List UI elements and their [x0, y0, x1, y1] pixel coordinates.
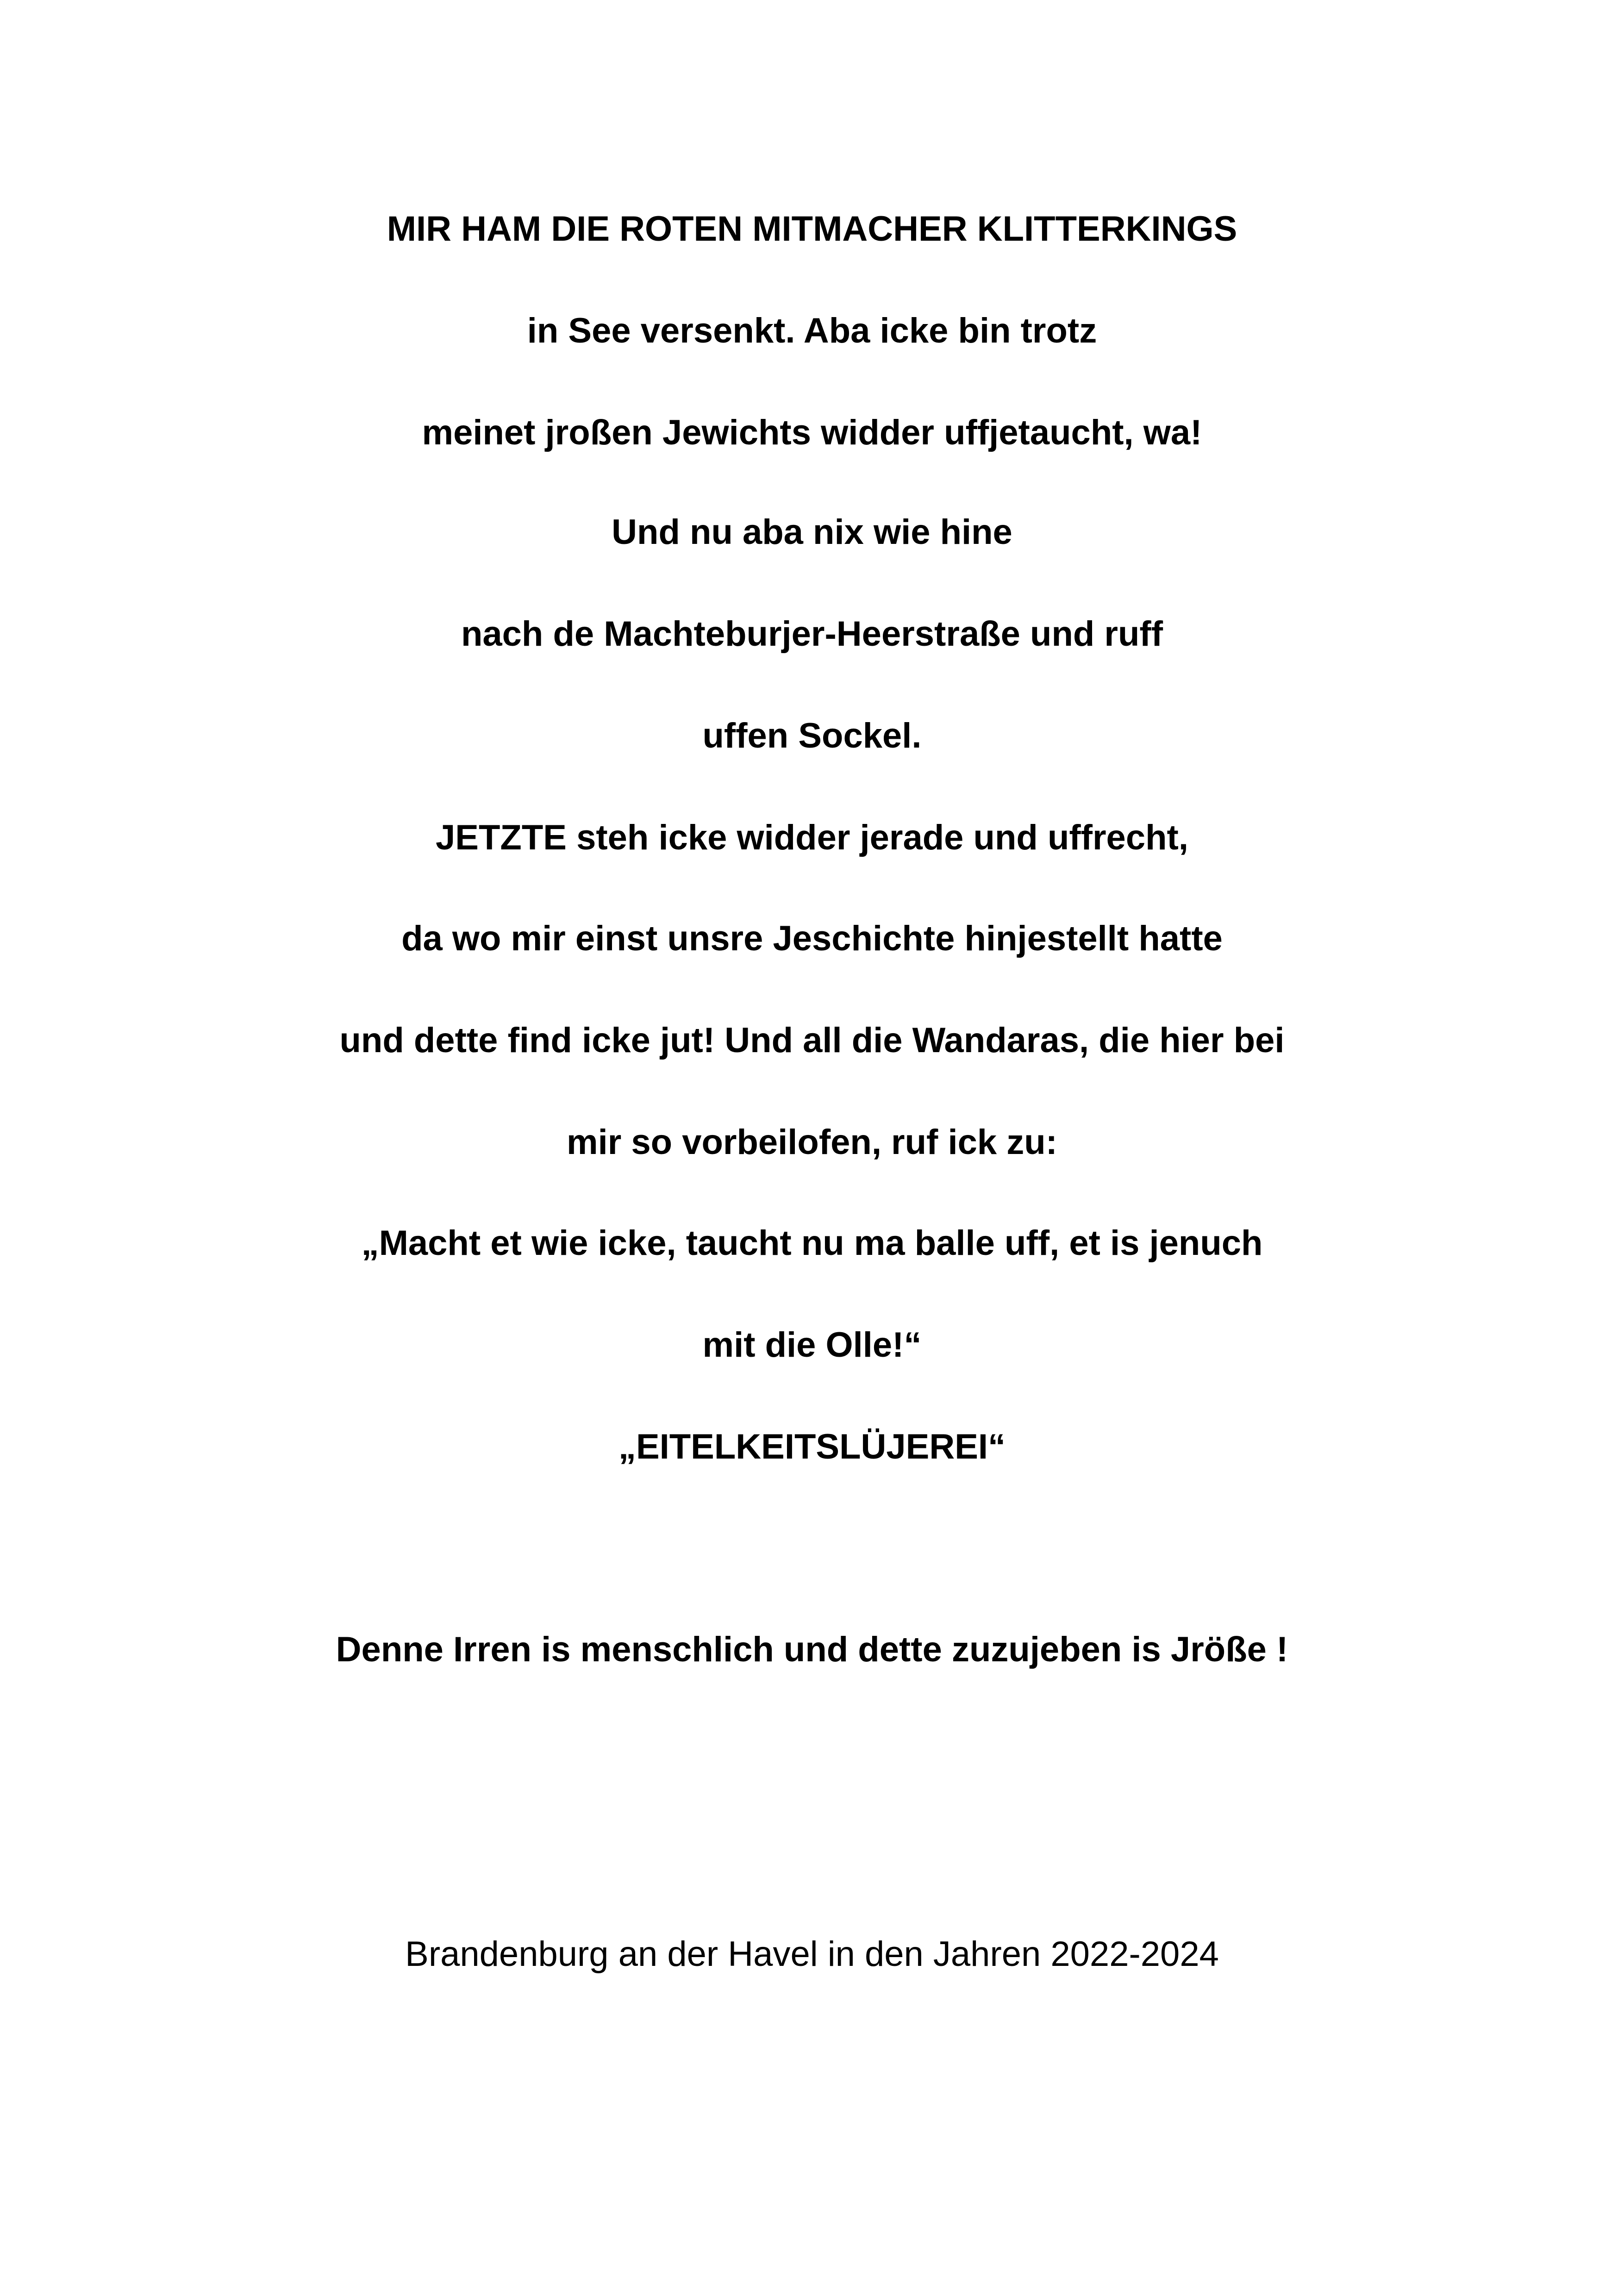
motto-line: Denne Irren is menschlich und dette zuzujeben is Jröße ! — [336, 1630, 1288, 1669]
quote-line: mit die Olle!“ — [702, 1325, 922, 1365]
footer-line: Brandenburg an der Havel in den Jahren 2022-2024 — [405, 1934, 1219, 1974]
text-line: Und nu aba nix wie hine — [612, 512, 1012, 552]
text-line: und dette find icke jut! Und all die Wandaras, die hier bei — [339, 1021, 1285, 1060]
text-line: da wo mir einst unsre Jeschichte hinjestellt hatte — [401, 919, 1223, 958]
text-line: in See versenkt. Aba icke bin trotz — [527, 311, 1097, 350]
text-line: uffen Sockel. — [702, 716, 922, 755]
title-line: MIR HAM DIE ROTEN MITMACHER KLITTERKINGS — [387, 209, 1237, 249]
text-line: meinet jroßen Jewichts widder uffjetaucht, wa! — [422, 413, 1202, 452]
text-line: JETZTE steh icke widder jerade und uffrecht, — [436, 818, 1188, 857]
subtitle-line: „EITELKEITSLÜJEREI“ — [618, 1427, 1006, 1466]
text-line: mir so vorbeilofen, ruf ick zu: — [567, 1123, 1057, 1162]
text-line: nach de Machteburjer-Heerstraße und ruff — [461, 614, 1163, 654]
quote-line: „Macht et wie icke, taucht nu ma balle uff, et is jenuch — [361, 1223, 1263, 1263]
